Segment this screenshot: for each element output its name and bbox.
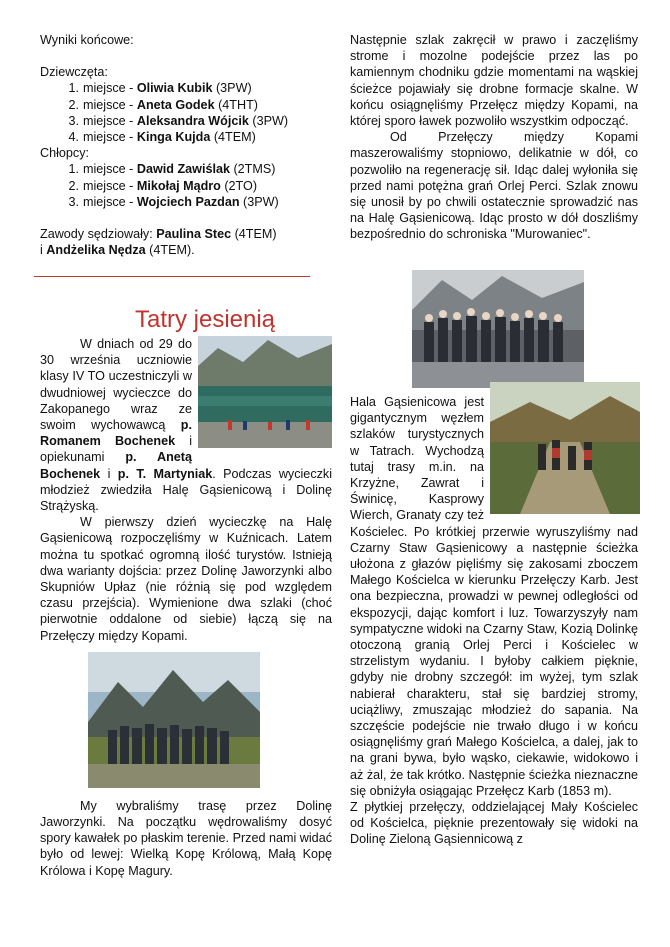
paragraph: My wybraliśmy trasę przez Dolinę Jaworzynki. Na początku wędrowaliśmy dosyć spory kawałek po płaskim terenie. Przed nami widać było od lewej: Wielką Kopę Królową, Małą Kopę Królowa i Kopę Magury. [40, 798, 332, 878]
right-column-top [350, 32, 638, 243]
trail-photo [490, 382, 640, 514]
paragraph: W dniach od 29 do 30 września uczniowie klasy IV TO uczestniczyli w dwudniowej wycieczce do Zakopanego wraz ze swoim wychowawcą p. Romanem Bochenek i opiekunami p. Anetą Bochenek i p. T. Martyniak. Podczas wycieczki młodzież zwiedziła Halę Gąsienicową i Dolinę Strążyską. [40, 337, 333, 514]
result-item: 3. miejsce - Wojciech Pazdan (3PW) [68, 194, 279, 209]
section-divider [34, 276, 310, 277]
group-photo-murowaniec [412, 270, 584, 388]
paragraph: Następnie szlak zakręcił w prawo i zaczęliśmy strome i mozolne podejście przez las po kamiennym chodniku gdzie momentami na wąskiej ścieżce pojawiały się drobne formacje skalne. W końcu osiągnęliśmy Przełęcz między Kopami, na której sporo ławek pozwoliło wszystkim odpocząć. [350, 33, 638, 129]
article-right-column [350, 394, 638, 848]
paragraph: W pierwszy dzień wycieczkę na Halę Gąsienicową rozpoczęliśmy w Kuźnicach. Latem można tu spotkać ogromną ilość turystów. Istnieją dwa warianty dojścia: przez Dolinę Jaworzynki albo Skupniów Upłaz (nie różnią się pod względem czasu przejścia). Wymienione dwa szlaki (choć pierwotnie oddalone od siebie) łączą się na Przełęczy między Kopami. [40, 515, 332, 643]
boys-label: Chłopcy: [40, 146, 89, 161]
paragraph: Od Przełęczy między Kopami maszerowaliśmy stopniowo, delikatnie w dół, co pozwoliło na regenerację sił. Idąc dalej wyłoniła się przed nami potężna grań Orlej Perci. Szlak znowu się unosił by po chwili ostatecznie sprowadzić nas na Halę Gąsienicową. Idąc prosto w dół doszliśmy bezpośrednio do schroniska "Murowaniec". [350, 130, 638, 242]
girls-label: Dziewczęta: [40, 65, 108, 80]
judge-name: Andżelika Nędza [46, 243, 146, 258]
result-item: 2. miejsce - Aneta Godek (4THT) [68, 97, 258, 112]
result-item: 3. miejsce - Aleksandra Wójcik (3PW) [68, 113, 289, 128]
article-left-column [40, 336, 332, 879]
girls-list [40, 80, 332, 145]
boys-list [40, 161, 332, 210]
group-photo-mountains [88, 652, 260, 788]
paragraph: Z płytkiej przełęczy, oddzielającej Mały Kościelec od Kościelca, pięknie prezentowały się widoki na Dolinę Zieloną Gąsiennicową z [350, 800, 638, 847]
judge-name: Paulina Stec [156, 227, 232, 242]
result-item: 2. miejsce - Mikołaj Mądro (2TO) [68, 178, 258, 193]
result-item: 1. miejsce - Oliwia Kubik (3PW) [68, 81, 252, 96]
lake-photo [198, 336, 332, 448]
paragraph: Hala Gąsienicowa jest gigantycznym węzłem szlaków turystycznych w Tatrach. Wychodzą tutaj trasy m.in. na Krzyżne, Zawrat i Świnicę, Kasprowy Wierch, Granaty czy też Kościelec. Po krótkiej przerwie wyruszyliśmy nad Czarny Staw Gąsienicowy a następnie ścieżka ułożona z głazów pięliśmy się zakosami zboczem Małego Kościelca w kierunku Przełęczy Karb. Jest ona bezpieczna, prowadzi w pewnej odległości od ekspozycji, dając komfort i luz. Towarzyszyły nam sympatyczne widoki na Czarny Staw, Kozią Dolinkę otoczoną granią Orlej Perci i Kościelec w strzelistym wydaniu. I byłoby całkiem pięknie, gdyby nie drobny szczegół: im wyżej, tym szlak nabierał charakteru, stał się bardziej stromy, uciążliwy, zmuszając młodzież do sapania. Na szczęście podejście nie trwało długo i w końcu osiągnęliśmy grań Małego Kościelca, a dalej, jak to na grani bywa, było wąsko, ciekawie, widokowo i aż żal, że tak krótko. Następnie ścieżka nieznaczne się obniżyła osiągając Przełęcz Karb (1853 m). [350, 394, 638, 799]
article-title: Tatry jesienią [134, 306, 276, 334]
judges-line: Zawody sędziowały: Paulina Stec (4TEM) i Andżelika Nędza (4TEM). [40, 227, 277, 258]
result-item: 4. miejsce - Kinga Kujda (4TEM) [68, 130, 256, 145]
results-heading: Wyniki końcowe: [40, 33, 134, 47]
results-section [40, 32, 332, 258]
result-item: 1. miejsce - Dawid Zawiślak (2TMS) [68, 162, 276, 177]
